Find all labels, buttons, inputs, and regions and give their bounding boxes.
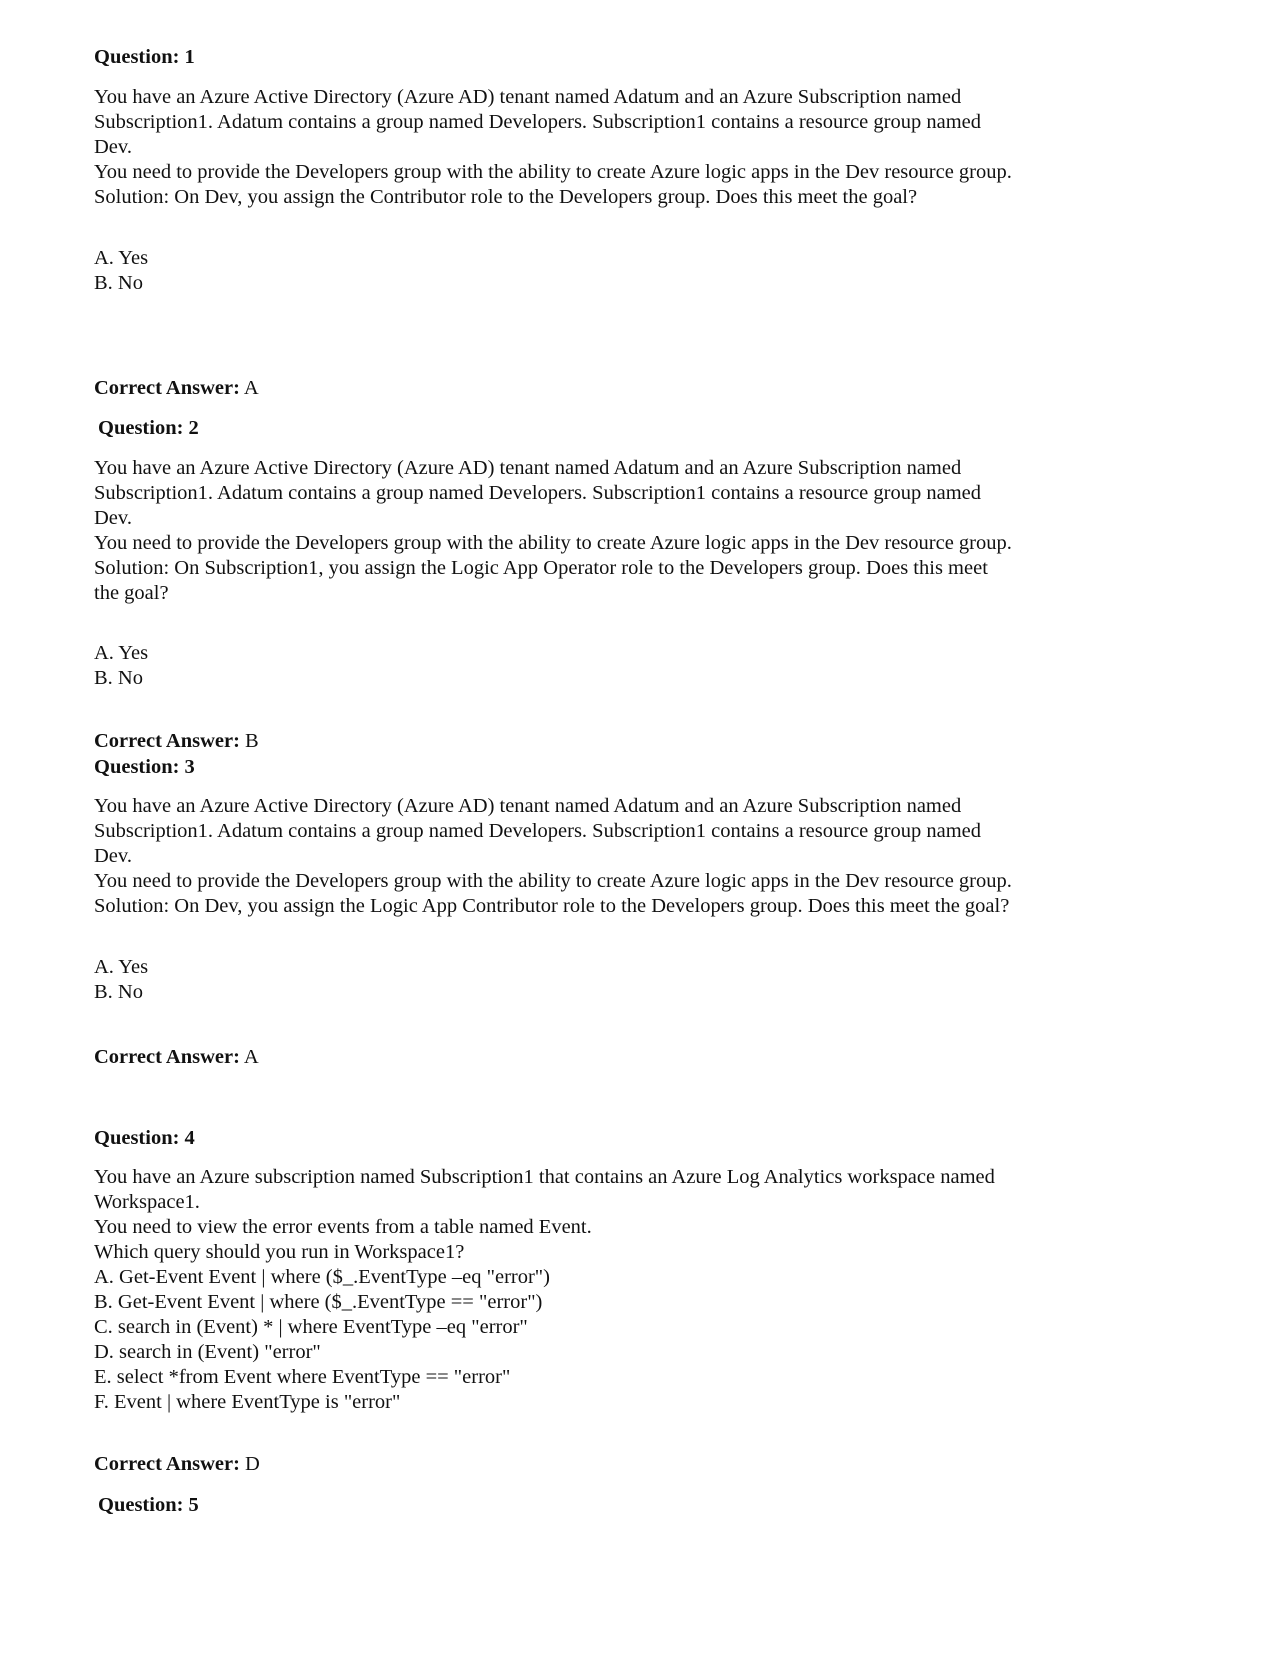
question-1-body-line: Dev. xyxy=(94,136,132,158)
question-1-body xyxy=(94,85,1094,210)
question-2-body-line: Dev. xyxy=(94,507,132,529)
option-e: E. select *from Event where EventType == "error" xyxy=(94,1366,511,1388)
question-4-body-line: Workspace1. xyxy=(94,1191,200,1213)
question-1-body-line: You have an Azure Active Directory (Azure AD) tenant named Adatum and an Azure Subscription named xyxy=(94,86,962,108)
question-3-heading: Question: 3 xyxy=(94,756,195,778)
correct-answer-value: D xyxy=(239,1453,260,1475)
question-2-body-line: You have an Azure Active Directory (Azure AD) tenant named Adatum and an Azure Subscription named xyxy=(94,457,962,479)
option-c: C. search in (Event) * | where EventType –eq "error" xyxy=(94,1316,528,1338)
question-1-body-line: You need to provide the Developers group with the ability to create Azure logic apps in the Dev resource group. xyxy=(94,161,1012,183)
option-a: A. Yes xyxy=(94,956,149,978)
question-4-correct-answer xyxy=(94,1452,1094,1477)
question-2-body-line: the goal? xyxy=(94,582,169,604)
option-d: D. search in (Event) "error" xyxy=(94,1341,321,1363)
question-3-correct-answer xyxy=(94,1045,1094,1070)
question-2-correct-answer xyxy=(94,729,1094,754)
question-4-body xyxy=(94,1165,1094,1265)
option-a: A. Yes xyxy=(94,247,149,269)
question-2-body-line: Subscription1. Adatum contains a group named Developers. Subscription1 contains a resource group named xyxy=(94,482,981,504)
question-2-options xyxy=(94,641,1094,691)
correct-answer-value: A xyxy=(239,377,259,399)
correct-answer-label: Correct Answer: xyxy=(94,1046,240,1068)
question-1-heading: Question: 1 xyxy=(94,46,195,68)
question-3-body-line: You need to provide the Developers group with the ability to create Azure logic apps in the Dev resource group. xyxy=(94,870,1012,892)
option-b: B. Get-Event Event | where ($_.EventType == "error") xyxy=(94,1291,543,1313)
option-b: B. No xyxy=(94,667,143,689)
option-f: F. Event | where EventType is "error" xyxy=(94,1391,401,1413)
question-5-heading: Question: 5 xyxy=(98,1494,199,1516)
correct-answer-label: Correct Answer: xyxy=(94,377,240,399)
question-4-body-line: You have an Azure subscription named Subscription1 that contains an Azure Log Analytics workspace named xyxy=(94,1166,995,1188)
question-1-options xyxy=(94,246,1094,296)
question-2-body-line: You need to provide the Developers group with the ability to create Azure logic apps in the Dev resource group. xyxy=(94,532,1012,554)
question-4-body-line: You need to view the error events from a table named Event. xyxy=(94,1216,592,1238)
question-3-options xyxy=(94,955,1094,1005)
question-4-options xyxy=(94,1265,1094,1415)
question-1-body-line: Solution: On Dev, you assign the Contributor role to the Developers group. Does this meet the goal? xyxy=(94,186,918,208)
question-4-body-line: Which query should you run in Workspace1? xyxy=(94,1241,465,1263)
question-3-body xyxy=(94,794,1094,919)
question-2-heading: Question: 2 xyxy=(98,417,199,439)
question-1-correct-answer xyxy=(94,376,1094,401)
question-4-heading: Question: 4 xyxy=(94,1127,195,1149)
option-b: B. No xyxy=(94,981,143,1003)
option-a: A. Yes xyxy=(94,642,149,664)
question-3-body-line: Solution: On Dev, you assign the Logic App Contributor role to the Developers group. Does this meet the goal? xyxy=(94,895,1010,917)
question-3-body-line: Dev. xyxy=(94,845,132,867)
question-1-body-line: Subscription1. Adatum contains a group named Developers. Subscription1 contains a resource group named xyxy=(94,111,981,133)
correct-answer-label: Correct Answer: xyxy=(94,1453,240,1475)
question-2-body xyxy=(94,456,1094,606)
option-b: B. No xyxy=(94,272,143,294)
question-2-body-line: Solution: On Subscription1, you assign the Logic App Operator role to the Developers group. Does this meet xyxy=(94,557,988,579)
correct-answer-value: B xyxy=(239,730,259,752)
question-3-body-line: You have an Azure Active Directory (Azure AD) tenant named Adatum and an Azure Subscription named xyxy=(94,795,962,817)
question-3-body-line: Subscription1. Adatum contains a group named Developers. Subscription1 contains a resource group named xyxy=(94,820,981,842)
option-a: A. Get-Event Event | where ($_.EventType –eq "error") xyxy=(94,1266,550,1288)
correct-answer-label: Correct Answer: xyxy=(94,730,240,752)
correct-answer-value: A xyxy=(239,1046,259,1068)
